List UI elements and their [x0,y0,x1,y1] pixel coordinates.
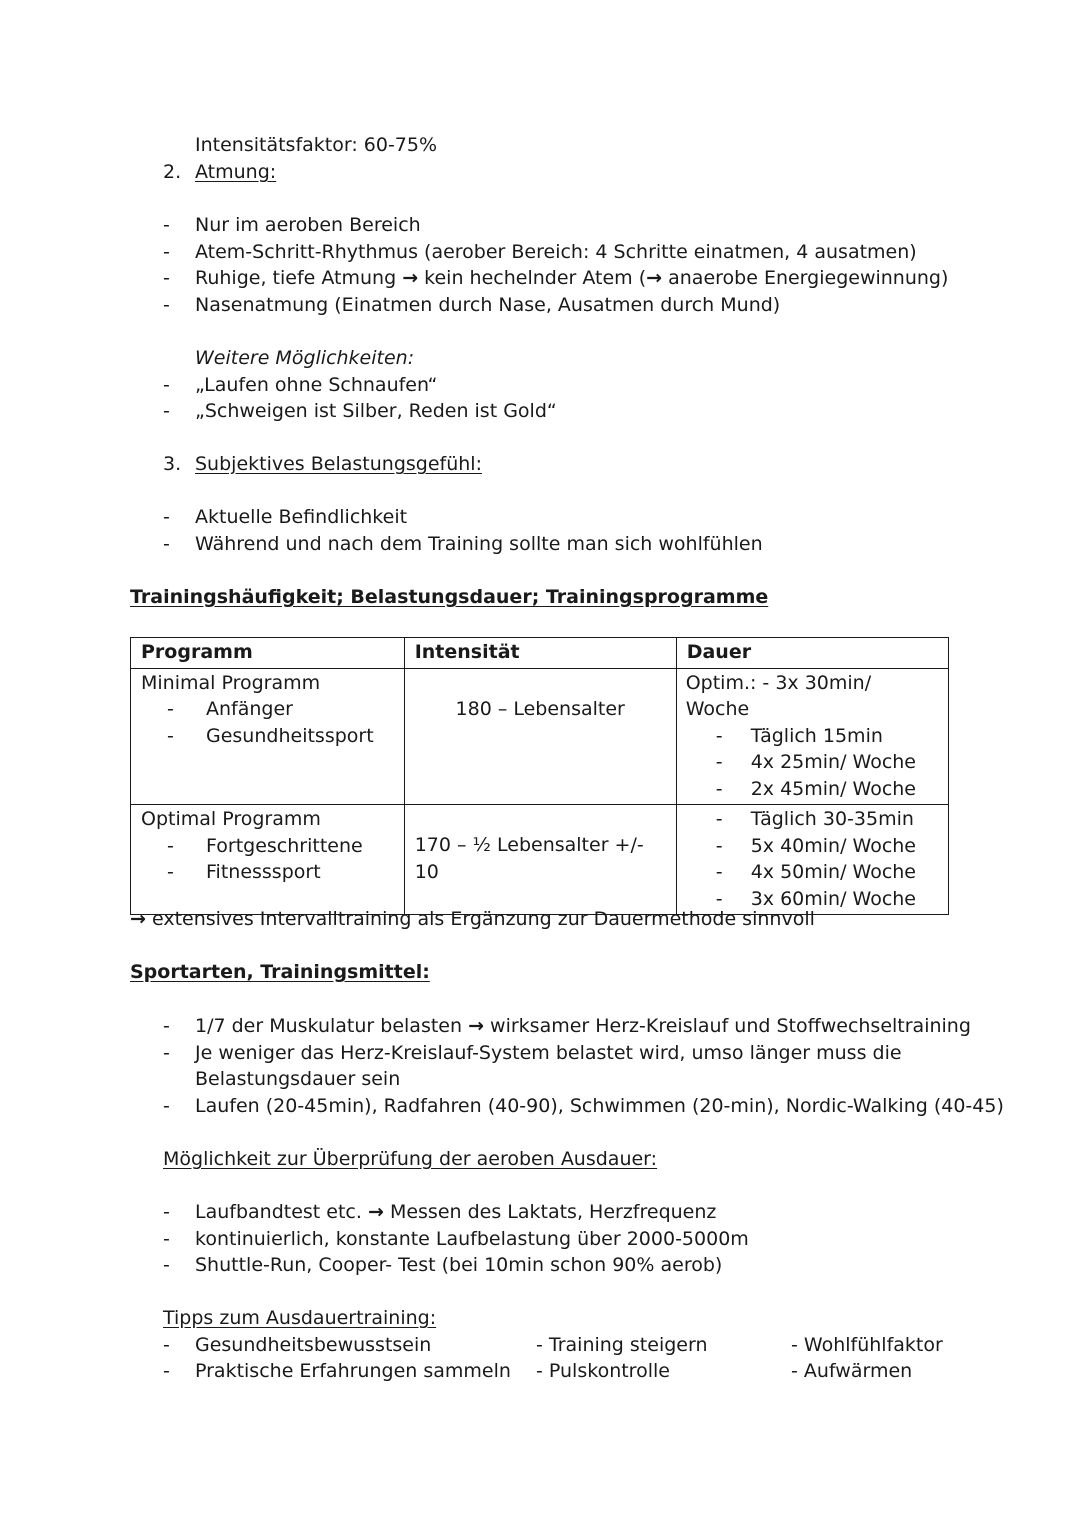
table-row [131,668,949,805]
bullet-dash: - [163,241,170,263]
subjektiv-item-1: Aktuelle Befindlichkeit [195,506,408,528]
section-2-title: Atmung: [195,161,277,183]
arrow-right-icon: → [402,267,419,289]
subjektiv-item-2: Während und nach dem Training sollte man sich wohlfühlen [195,533,763,555]
bullet-dash: - [163,214,170,236]
sport-item-1 [195,1013,971,1040]
intensity-value: 170 – ½ Lebensalter +/- 10 [414,834,644,883]
sport-item-3: Laufen (20-45min), Radfahren (40-90), Schwimmen (20-min), Nordic-Walking (40-45) [195,1095,1004,1117]
bullet-dash: - [163,1254,170,1276]
training-programs-table [130,637,949,915]
tip-item: - Wohlfühlfaktor [791,1334,943,1356]
section-3-title: Subjektives Belastungsgefühl: [195,453,482,475]
sport-item-1-b: wirksamer Herz-Kreislauf und Stoffwechseltraining [490,1015,971,1037]
arrow-right-icon: → [468,1015,484,1037]
header-intensitaet: Intensität [404,638,676,669]
table-row [131,805,949,915]
bullet-dash: - [163,1334,170,1356]
check-item-1 [195,1199,716,1226]
tip-item: - Aufwärmen [791,1360,913,1382]
weitere-item-2: „Schweigen ist Silber, Reden ist Gold“ [195,400,557,422]
program-sub: - Fitnesssport [141,859,394,886]
header-dauer: Dauer [676,638,948,669]
interval-note-text: extensives Intervalltraining als Ergänzung zur Dauermethode sinnvoll [151,908,815,930]
bullet-dash: - [163,400,170,422]
intensity-factor-line: Intensitätsfaktor: 60-75% [195,134,438,156]
dauer-item: - 5x 40min/ Woche [715,834,916,857]
sport-item-2-line-2: Belastungsdauer sein [195,1068,401,1090]
atmung-item-1: Nur im aeroben Bereich [195,214,421,236]
table-header-row [131,638,949,669]
program-sub: - Fortgeschrittene [141,833,394,860]
dauer-item: - Täglich 30-35min [715,808,914,830]
heading-training: Trainingshäufigkeit; Belastungsdauer; Trainingsprogramme [130,586,769,608]
atmung-item-3-a: Ruhige, tiefe Atmung [195,267,397,289]
tip-item: - Pulskontrolle [536,1360,670,1382]
weitere-item-1: „Laufen ohne Schnaufen“ [195,374,438,396]
intensity-value: 180 – Lebensalter [455,697,625,720]
dauer-optim: Optim.: - 3x 30min/ Woche [685,671,872,720]
program-name: Optimal Programm [141,808,321,830]
bullet-dash: - [163,1360,170,1382]
check-item-2: kontinuierlich, konstante Laufbelastung über 2000-5000m [195,1228,749,1250]
section-3-number: 3. [163,453,182,475]
bullet-dash: - [163,1228,170,1250]
sport-item-1-a: 1/7 der Muskulatur belasten [195,1015,463,1037]
dauer-item: - 4x 50min/ Woche [715,861,916,883]
heading-sport: Sportarten, Trainingsmittel: [130,961,430,983]
check-item-3: Shuttle-Run, Cooper- Test (bei 10min schon 90% aerob) [195,1254,723,1276]
check-heading: Möglichkeit zur Überprüfung der aeroben Ausdauer: [163,1148,658,1170]
dauer-item: - 4x 25min/ Woche [715,751,916,773]
arrow-right-icon: → [367,1201,384,1223]
atmung-item-3 [195,265,948,292]
bullet-dash: - [163,1015,170,1037]
atmung-item-3-c: anaerobe Energiegewinnung) [668,267,949,289]
sport-item-2-line-1: Je weniger das Herz-Kreislauf-System belastet wird, umso länger muss die [195,1042,902,1064]
bullet-dash: - [163,267,170,289]
dauer-item: - 2x 45min/ Woche [715,777,916,800]
check-item-1-b: Messen des Laktats, Herzfrequenz [389,1201,717,1223]
bullet-dash: - [163,533,170,555]
cell-dauer-minimal [676,668,948,805]
bullet-dash: - [163,1042,170,1064]
dauer-item: - 3x 60min/ Woche [715,887,916,910]
interval-note [130,906,815,933]
check-item-1-a: Laufbandtest etc. [195,1201,362,1223]
cell-program-optimal [131,805,405,915]
header-programm: Programm [131,638,405,669]
tip-item: Gesundheitsbewusstsein [195,1334,432,1356]
arrow-right-icon: → [646,267,663,289]
cell-program-minimal [131,668,405,805]
atmung-item-3-b: kein hechelnder Atem ( [424,267,647,289]
program-name: Minimal Programm [141,671,321,694]
section-2-number: 2. [163,161,182,183]
dauer-item: - Täglich 15min [715,724,883,747]
program-sub: - Anfänger [141,696,394,723]
bullet-dash: - [163,374,170,396]
cell-intensity-minimal [404,668,676,805]
weitere-heading: Weitere Möglichkeiten: [195,347,415,369]
bullet-dash: - [163,1201,170,1223]
bullet-dash: - [163,506,170,528]
arrow-right-icon: → [130,908,146,930]
bullet-dash: - [163,1095,170,1117]
atmung-item-2: Atem-Schritt-Rhythmus (aerober Bereich: 4 Schritte einatmen, 4 ausatmen) [195,241,917,263]
cell-dauer-optimal [676,805,948,915]
tips-heading: Tipps zum Ausdauertraining: [163,1307,437,1329]
cell-intensity-optimal [404,805,676,915]
program-sub: - Gesundheitssport [141,723,394,750]
tip-item: Praktische Erfahrungen sammeln [195,1360,511,1382]
bullet-dash: - [163,294,170,316]
atmung-item-4: Nasenatmung (Einatmen durch Nase, Ausatmen durch Mund) [195,294,781,316]
tip-item: - Training steigern [536,1334,708,1356]
